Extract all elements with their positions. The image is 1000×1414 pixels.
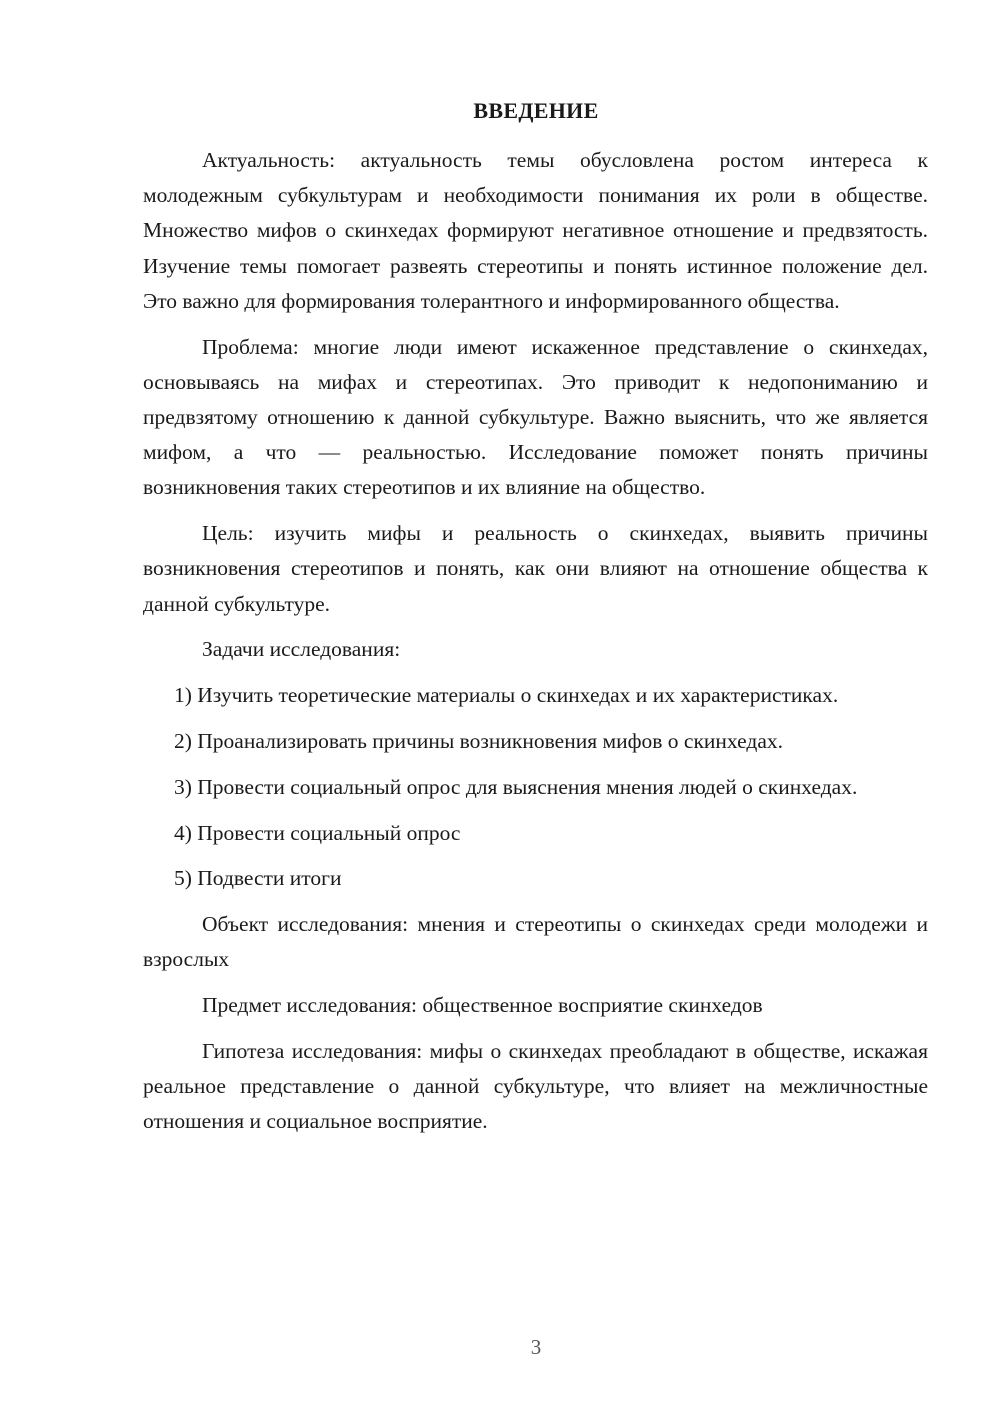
task-item-2: 2) Проанализировать причины возникновения мифов о скинхедах. xyxy=(174,729,783,754)
paragraph-goal: Цель: изучить мифы и реальность о скинхедах, выявить причины возникновения стереотипов и понять, как они влияют на отношение общества к данной субкультуре. xyxy=(143,521,928,616)
task-item-4: 4) Провести социальный опрос xyxy=(174,820,461,845)
task-item-3: 3) Провести социальный опрос для выяснения мнения людей о скинхедах. xyxy=(174,774,858,799)
paragraph-relevance: Актуальность: актуальность темы обусловлена ростом интереса к молодежным субкультурам и необходимости понимания их роли в обществе. Множество мифов о скинхедах формируют негативное отношение и предвзятость. Изучение темы помогает развеять стереотипы и понять истинное положение дел. Это важно для формирования толерантного и информированного общества. xyxy=(143,148,928,313)
task-item-5: 5) Подвести итоги xyxy=(174,866,342,891)
paragraph-tasks-heading: Задачи исследования: xyxy=(202,637,401,662)
page-number: 3 xyxy=(530,1335,542,1359)
page-title: ВВЕДЕНИЕ xyxy=(473,98,599,123)
paragraph-problem: Проблема: многие люди имеют искаженное представление о скинхедах, основываясь на мифах и стереотипах. Это приводит к недопониманию и предвзятому отношению к данной субкультуре. Важно выяснить, что же является мифом, а что — реальностью. Исследование поможет понять причины возникновения таких стереотипов и их влияние на общество. xyxy=(143,334,928,500)
document-body xyxy=(143,143,928,1150)
paragraph-object: Объект исследования: мнения и стереотипы о скинхедах среди молодежи и взрослых xyxy=(143,912,928,972)
paragraph-hypothesis: Гипотеза исследования: мифы о скинхедах преобладают в обществе, искажая реальное представление о данной субкультуре, что влияет на межличностные отношения и социальное восприятие. xyxy=(143,1039,928,1134)
task-item-1: 1) Изучить теоретические материалы о скинхедах и их характеристиках. xyxy=(174,683,839,708)
paragraph-subject: Предмет исследования: общественное восприятие скинхедов xyxy=(202,993,763,1018)
